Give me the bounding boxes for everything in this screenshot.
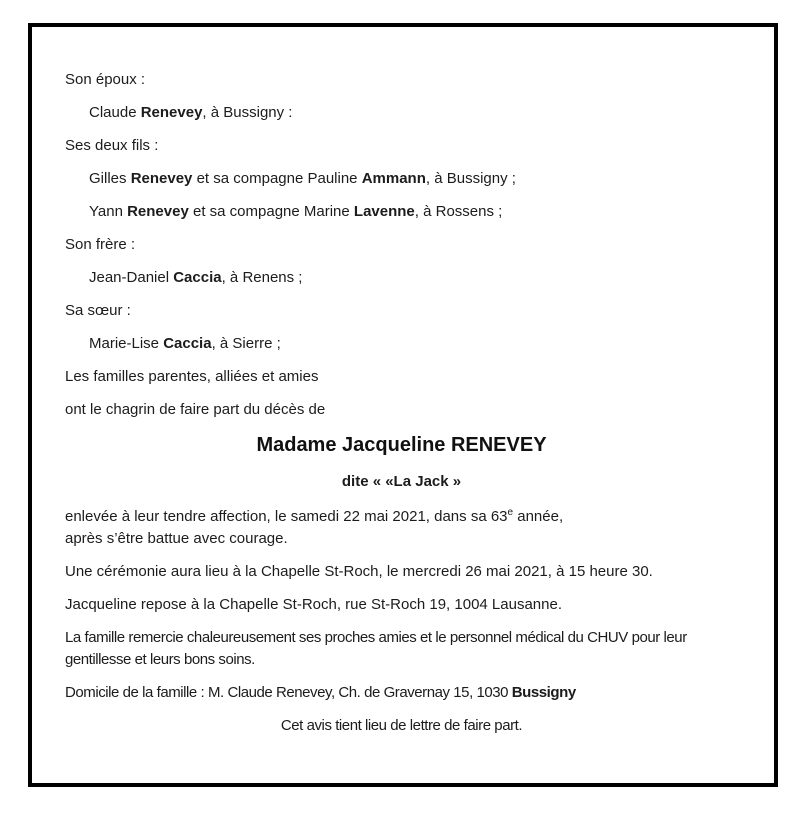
thanks-paragraph: La famille remercie chaleureusement ses proches amies et le personnel médical du CHUV pour leur gentillesse et leurs bons soins. (65, 629, 687, 668)
son2-companion-surname: Lavenne (353, 203, 415, 220)
death-line2: après s’être battue avec courage. (65, 530, 288, 547)
spouse-label-text: Son époux : (65, 71, 146, 88)
son1-companion-surname: Ammann (361, 170, 426, 187)
repose-paragraph: Jacqueline repose à la Chapelle St-Roch, rue St-Roch 19, 1004 Lausanne. (65, 596, 562, 613)
son1-surname: Renevey (130, 170, 193, 187)
ceremony-paragraph: Une cérémonie aura lieu à la Chapelle St-Roch, le mercredi 26 mai 2021, à 15 heure 30. (65, 563, 653, 580)
deceased-alias-subtitle: dite « «La Jack » (341, 473, 462, 490)
brother-label (65, 234, 738, 256)
son1-place: , à Bussigny ; (425, 170, 516, 187)
son1-line (65, 168, 738, 190)
son2-line (65, 201, 738, 223)
brother-label-text: Son frère : (65, 236, 136, 253)
age-superscript: e (507, 507, 514, 518)
domicile-text: Domicile de la famille : M. Claude Renevey, Ch. de Gravernay 15, 1030 (65, 684, 512, 701)
sister-line (65, 333, 738, 355)
brother-surname: Caccia (173, 269, 222, 286)
son2-firstname: Yann (89, 203, 128, 220)
son1-companion-text: et sa compagne Pauline (192, 170, 362, 187)
son2-surname: Renevey (127, 203, 189, 220)
death-paragraph (65, 506, 738, 550)
brother-firstname: Jean-Daniel (89, 269, 174, 286)
death-line1a: enlevée à leur tendre affection, le samedi 22 mai 2021, dans sa 63 (65, 508, 508, 525)
son2-place: , à Rossens ; (414, 203, 503, 220)
spouse-firstname: Claude (89, 104, 141, 121)
brother-place: , à Renens ; (221, 269, 303, 286)
death-notice-content (32, 27, 774, 737)
spouse-line (65, 102, 738, 124)
grief-text: ont le chagrin de faire part du décès de (65, 401, 326, 418)
brother-line (65, 267, 738, 289)
grief-line (65, 399, 738, 421)
spouse-surname: Renevey (140, 104, 203, 121)
families-line (65, 366, 738, 388)
sister-label-text: Sa sœur : (65, 302, 131, 319)
sister-label (65, 300, 738, 322)
spouse-label (65, 69, 738, 91)
families-text: Les familles parentes, alliées et amies (65, 368, 319, 385)
sons-label-text: Ses deux fils : (65, 137, 159, 154)
sons-label (65, 135, 738, 157)
death-line1b: année, (513, 508, 564, 525)
spouse-place: , à Bussigny : (202, 104, 293, 121)
domicile-paragraph (65, 682, 738, 704)
sister-firstname: Marie-Lise (89, 335, 164, 352)
domicile-city: Bussigny (511, 684, 576, 701)
sister-surname: Caccia (163, 335, 212, 352)
son1-firstname: Gilles (89, 170, 131, 187)
closing-paragraph: Cet avis tient lieu de lettre de faire part. (280, 717, 523, 734)
son2-companion-text: et sa compagne Marine (188, 203, 354, 220)
deceased-name-title: Madame Jacqueline RENEVEY (256, 434, 547, 456)
sister-place: , à Sierre ; (211, 335, 281, 352)
death-notice-frame (28, 23, 778, 787)
